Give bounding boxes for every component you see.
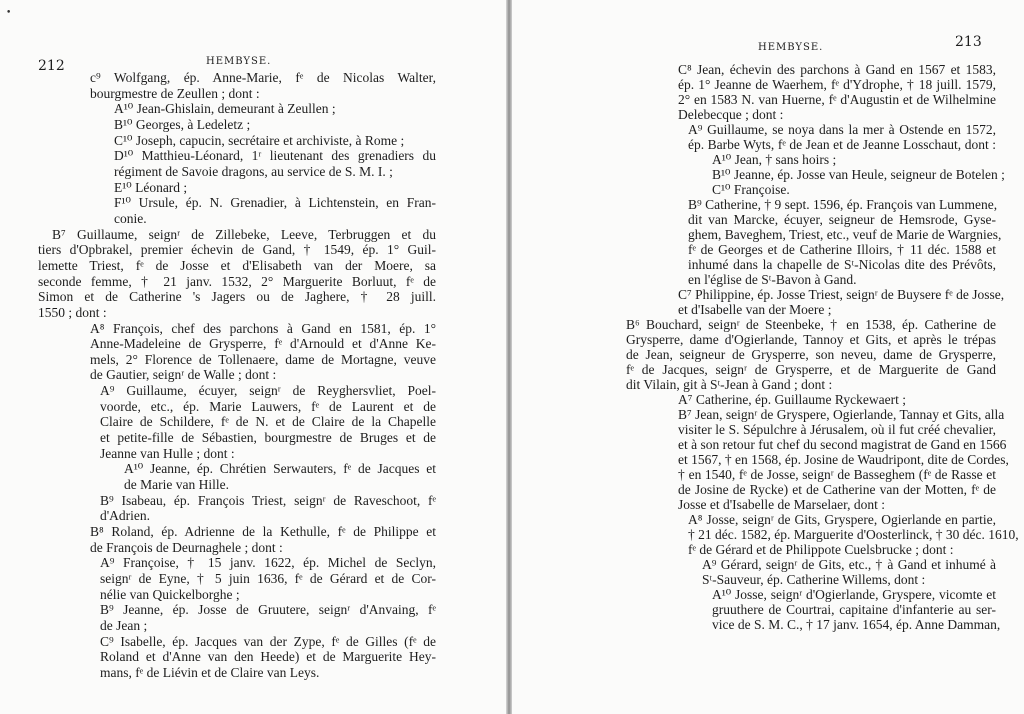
text-line: et 1567, † en 1568, ép. Josine de Waudripont, dite de Cordes, xyxy=(678,452,1009,467)
text-line: mels, 2° Florence de Tollenaere, dame de Mortagne, veuve xyxy=(90,351,436,367)
text-line: et à son retour fut chef du second magistrat de Gand en 1566 xyxy=(678,437,1007,452)
text-line: E¹⁰ Léonard ; xyxy=(114,179,188,195)
text-line: A⁸ François, chef des parchons à Gand en 1581, ép. 1° xyxy=(90,320,436,336)
text-line: Jeanne van Hulle ; dont : xyxy=(100,445,235,461)
text-line: fᵉ de Gérard et de Philippote Cuelsbrucke ; dont : xyxy=(688,542,954,557)
text-line: nélie van Quickelborghe ; xyxy=(100,586,240,602)
text-line: d'Adrien. xyxy=(100,508,151,524)
text-line: gruuthere de Courtrai, capitaine d'infanterie au ser- xyxy=(712,602,996,617)
text-line: Josse et d'Isabelle de Marselaer, dont : xyxy=(678,497,885,512)
text-line: † 21 déc. 1582, ép. Marguerite d'Oosterlinck, † 30 déc. 1610, xyxy=(688,527,1019,542)
left-page xyxy=(0,0,506,714)
text-line: Anne-Madeleine de Grysperre, fᵉ d'Arnould et d'Anne Ke- xyxy=(90,336,436,352)
text-line: de Jean, seigneur de Grysperre, son neveu, dame de Grysperre, xyxy=(626,347,996,362)
text-line: dit van Marcke, écuyer, seigneur de Hemsrode, Gyse- xyxy=(688,212,996,227)
text-line: régiment de Savoie dragons, au service de S. M. I. ; xyxy=(114,163,393,179)
text-line: Delebecque ; dont : xyxy=(678,107,784,122)
text-line: B⁷ Jean, seignʳ de Gryspere, Ogierlande, Tannay et Gits, alla xyxy=(678,407,1005,422)
text-line: Roland et d'Anne van den Heede) et de Marguerite Hey- xyxy=(100,649,436,665)
text-line: visiter le S. Sépulchre à Jérusalem, où il fut créé chevalier, xyxy=(678,422,996,437)
running-head: HEMBYSE. xyxy=(206,56,272,67)
text-line: F¹⁰ Ursule, ép. N. Grenadier, à Lichtenstein, en Fran- xyxy=(114,195,436,211)
text-line: fᵉ de Georges et de Catherine Illoirs, † 11 déc. 1588 et xyxy=(688,242,996,257)
page-number: 213 xyxy=(955,34,982,50)
text-line: mans, fᵉ de Liévin et de Claire van Leys. xyxy=(100,664,320,680)
text-line: A⁹ Françoise, † 15 janv. 1622, ép. Michel de Seclyn, xyxy=(100,555,436,571)
text-line: A¹⁰ Josse, seignʳ d'Ogierlande, Gryspere, vicomte et xyxy=(712,587,996,602)
text-line: 1550 ; dont : xyxy=(38,304,107,320)
text-line: D¹⁰ Matthieu-Léonard, 1ʳ lieutenant des grenadiers du xyxy=(114,148,436,164)
text-line: vice de S. M. C., † 17 janv. 1654, ép. Anne Damman, xyxy=(712,617,1001,632)
stray-mark: • xyxy=(6,8,12,18)
text-line: B⁹ Jeanne, ép. Josse de Gruutere, seignʳ d'Anvaing, fᵉ xyxy=(100,602,436,618)
text-line: tiers d'Opbrakel, premier échevin de Gand, † 1549, ép. 1° Guil- xyxy=(38,242,436,258)
text-line: C⁷ Philippine, ép. Josse Triest, seignʳ de Buysere fᵉ de Josse, xyxy=(678,287,1005,302)
text-line: et d'Isabelle van der Moere ; xyxy=(678,302,832,317)
text-line: A¹⁰ Jean-Ghislain, demeurant à Zeullen ; xyxy=(114,101,336,117)
text-line: seignʳ de Eyne, † 5 juin 1636, fᵉ de Gérard et de Cor- xyxy=(100,571,436,586)
text-line: B⁸ Roland, ép. Adrienne de la Kethulle, fᵉ de Philippe et xyxy=(90,524,436,540)
text-line: B¹⁰ Georges, à Ledeletz ; xyxy=(114,116,251,132)
text-line: seconde femme, † 21 janv. 1532, 2° Marguerite Borluut, fᵉ de xyxy=(38,273,436,289)
text-line: B⁹ Isabeau, ép. François Triest, seignʳ de Raveschoot, fᵉ xyxy=(100,492,436,508)
text-line: A¹⁰ Jeanne, ép. Chrétien Serwauters, fᵉ de Jacques et xyxy=(124,461,436,477)
text-line: de Marie van Hille. xyxy=(124,477,229,493)
text-line: ép. 1° Jeanne de Waerhem, fᵉ d'Ydrophe, † 18 juill. 1579, xyxy=(678,77,996,92)
text-line: c⁹ Wolfgang, ép. Anne-Marie, fᵉ de Nicolas Walter, xyxy=(90,70,436,85)
text-line: de Josine de Rycke) et de Catherine van der Motten, fᵉ de xyxy=(678,482,996,497)
text-line: conie. xyxy=(114,210,147,226)
text-line: A⁹ Gérard, seignʳ de Gits, etc., † à Gand et inhumé à xyxy=(702,557,996,572)
text-line: bourgmestre de Zeullen ; dont : xyxy=(90,85,260,101)
text-line: C¹⁰ Françoise. xyxy=(712,182,790,197)
right-page xyxy=(512,0,1024,714)
text-line: de François de Deurnaghele ; dont : xyxy=(90,539,283,555)
text-line: C⁸ Jean, échevin des parchons à Gand en 1567 et 1583, xyxy=(678,62,996,77)
text-line: de Gautier, seignʳ de Walle ; dont : xyxy=(90,367,277,383)
text-line: dit Vilain, git à Sᵗ-Jean à Gand ; dont : xyxy=(626,377,833,392)
text-line: A⁷ Catherine, ép. Guillaume Ryckewaert ; xyxy=(678,392,906,407)
text-line: C⁹ Isabelle, ép. Jacques van der Zype, fᵉ de Gilles (fᵉ de xyxy=(100,633,436,649)
text-line: B¹⁰ Jeanne, ép. Josse van Heule, seigneur de Botelen ; xyxy=(712,167,1005,182)
text-line: Sᵗ-Sauveur, ép. Catherine Willems, dont : xyxy=(702,572,926,587)
text-line: ép. Barbe Wyts, fᵉ de Jean et de Jeanne Losschaut, dont : xyxy=(688,137,996,152)
text-line: de Jean ; xyxy=(100,617,148,633)
text-line: A⁹ Guillaume, écuyer, seignʳ de Reyghersvliet, Poel- xyxy=(100,383,436,399)
text-line: ghem, Baveghem, Triest, etc., veuf de Marie de Wargnies, xyxy=(688,227,1002,242)
text-body xyxy=(626,62,1019,632)
text-line: en l'église de Sᵗ-Bavon à Gand. xyxy=(688,272,857,287)
text-line: voorde, etc., ép. Marie Lauwers, fᵉ de Laurent et de xyxy=(100,398,436,414)
text-line: A⁸ Josse, seignʳ de Gits, Gryspere, Ogierlande en partie, xyxy=(688,512,996,527)
text-line: et petite-fille de Sébastien, bourgmestre de Bruges et de xyxy=(100,430,436,446)
text-line: C¹⁰ Joseph, capucin, secrétaire et archiviste, à Rome ; xyxy=(114,132,405,148)
text-line: fᵉ de Jacques, seignʳ de Grysperre, et de Marguerite de Gand xyxy=(626,362,996,377)
running-head: HEMBYSE. xyxy=(758,42,824,53)
text-line: B⁶ Bouchard, seignʳ de Steenbeke, † en 1538, ép. Catherine de xyxy=(626,317,996,332)
text-line: A⁹ Guillaume, se noya dans la mer à Ostende en 1572, xyxy=(688,122,996,137)
page-number: 212 xyxy=(38,58,65,74)
text-line: B⁷ Guillaume, seignʳ de Zillebeke, Leeve, Terbruggen et du xyxy=(52,226,436,242)
text-line: Grysperre, dame d'Ogierlande, Tannoy et Gits, et après le trépas xyxy=(626,332,996,347)
text-line: Simon et de Catherine 's Jagers ou de Jaghere, † 28 juill. xyxy=(38,289,436,305)
text-line: B⁹ Catherine, † 9 sept. 1596, ép. François van Lummene, xyxy=(688,197,998,212)
text-line: lemette Triest, fᵉ de Josse et d'Elisabeth van der Moere, sa xyxy=(38,257,436,273)
text-line: Claire de Schildere, fᵉ de N. et de Claire de la Chapelle xyxy=(100,414,436,430)
text-line: inhumé dans la chapelle de Sᵗ-Nicolas dite des Prévôts, xyxy=(688,257,996,272)
text-line: 2° en 1583 N. van Huerne, fᵉ d'Augustin et de Wilhelmine xyxy=(678,92,996,107)
text-body xyxy=(38,70,436,681)
text-line: A¹⁰ Jean, † sans hoirs ; xyxy=(712,152,837,167)
text-line: † en 1540, fᵉ de Josse, seignʳ de Basseghem (fᵉ de Rasse et xyxy=(678,467,996,482)
